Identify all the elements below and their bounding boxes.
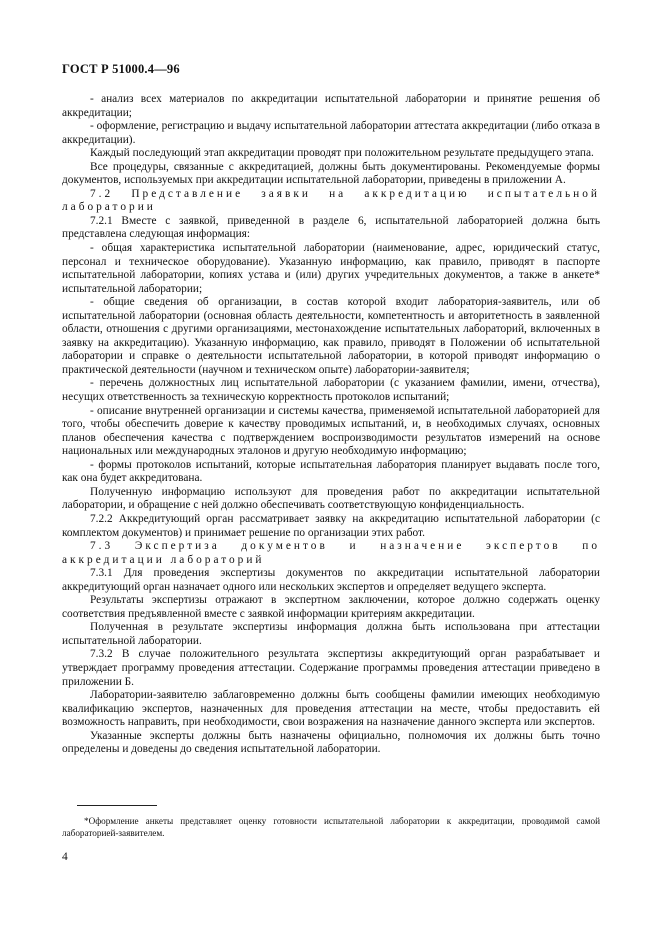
list-item: - описание внутренней организации и системы качества, применяемой испытательной лабораторией для того, чтобы обеспечить доверие к качеству проводимых испытаний, и, в необходимых случаях, основных планов обеспечения качества с подтверждением воспроизводимости результатов измерений на основе национальных или международных эталонов и другую необходимую информацию; (62, 404, 600, 458)
list-item: - общие сведения об организации, в состав которой входит лаборатория-заявитель, или об испытательной лаборатории (основная область деятельности, компетентность и авторитетность в заявленной области, отношения с другими организациями, местонахождение испытательных лабораторий, включенных в заявку на аккредитацию). Указанную информацию, как правило, приводят в Положении об испытательной лаборатории и справке о деятельности испытательной лаборатории, в которой приводят информацию о практической деятельности (научном и техническом опыте) лаборатории-заявителя; (62, 296, 600, 376)
standard-header: ГОСТ Р 51000.4—96 (62, 62, 180, 76)
list-item: - общая характеристика испытательной лаборатории (наименование, адрес, юридический статус, персонал и техническое оборудование). Указанную информацию, как правило, приводят в паспорте испытательной лаборатории, копиях устава и (или) других учредительных документов, а также в анкете* испытательной лаборатории; (62, 242, 600, 295)
list-item: - анализ всех материалов по аккредитации испытательной лаборатории и принятие решения об аккредитации; (62, 93, 600, 119)
paragraph: 7.3.1 Для проведения экспертизы документов по аккредитации испытательной лаборатории аккредитующий орган назначает одного или нескольких экспертов и определяет ведущего эксперта. (62, 567, 600, 593)
list-item: - перечень должностных лиц испытательной лаборатории (с указанием фамилии, имени, отчества), несущих ответственность за техническую корректность протоколов испытаний; (62, 377, 600, 404)
list-item: - формы протоколов испытаний, которые испытательная лаборатория планирует выдавать после того, как она будет аккредитована. (62, 458, 600, 485)
paragraph: Указанные эксперты должны быть назначены официально, полномочия их должны быть точно определены и доведены до сведения испытательной лаборатории. (62, 729, 600, 756)
footnote-text: *Оформление анкеты представляет оценку готовности испытательной лаборатории к аккредитации, проводимой самой лабораторией-заявителем. (62, 816, 600, 838)
paragraph: Результаты экспертизы отражают в экспертном заключении, которое должно содержать оценку соответствия предъявленной вместе с заявкой информации критериям аккредитации. (62, 594, 600, 620)
footnote (62, 815, 600, 839)
paragraph: Каждый последующий этап аккредитации проводят при положительном результате предыдущего этапа. (90, 147, 594, 160)
paragraph: 7.3.2 В случае положительного результата экспертизы аккредитующий орган разрабатывает и утверждает программу проведения аттестации. Содержание программы проведения аттестации приведено в приложении Б. (62, 648, 600, 688)
page-number: 4 (62, 851, 68, 863)
paragraph: Лаборатории-заявителю заблаговременно должны быть сообщены фамилии имеющих необходимую квалификацию экспертов, назначенных для проведения аттестации на месте, чтобы предоставить ей возможность направить, при необходимости, свои возражения на назначение данного эксперта или экспертов. (62, 689, 600, 729)
body-text (62, 93, 600, 757)
paragraph: 7.2.1 Вместе с заявкой, приведенной в разделе 6, испытательной лабораторией должна быть представлена следующая информация: (62, 214, 600, 241)
footnote-divider (77, 805, 157, 806)
paragraph: Все процедуры, связанные с аккредитацией, должны быть документированы. Рекомендуемые формы документов, используемых при аккредитации испытательной лаборатории, приведены в приложении А. (62, 160, 600, 187)
paragraph: 7.2.2 Аккредитующий орган рассматривает заявку на аккредитацию испытательной лаборатории (с комплектом документов) и принимает решение по организации этих работ. (62, 512, 600, 539)
paragraph: Полученную информацию используют для проведения работ по аккредитации испытательной лаборатории, и обращение с ней должно обеспечивать соответствующую конфиденциальность. (62, 485, 600, 512)
paragraph: Полученная в результате экспертизы информация должна быть использована при аттестации испытательной лаборатории. (62, 621, 600, 647)
list-item: - оформление, регистрацию и выдачу испытательной лаборатории аттестата аккредитации (либо отказа в аккредитации). (62, 120, 600, 146)
section-heading: 7.3 Экспертиза документов и назначение экспертов по аккредитации лабораторий (62, 540, 600, 566)
section-heading: 7.2 Представление заявки на аккредитацию испытательной лаборатории (62, 187, 600, 214)
